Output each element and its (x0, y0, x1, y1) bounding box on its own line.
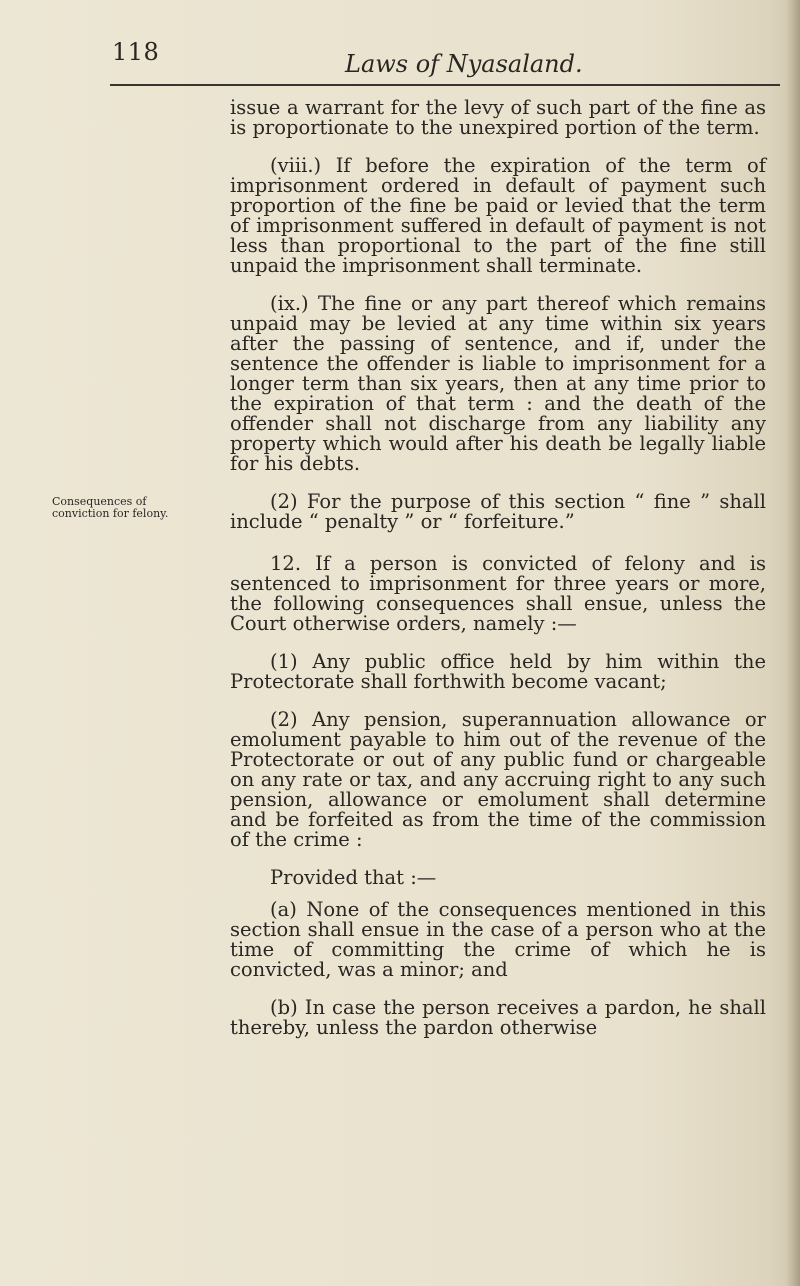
body-text (230, 98, 766, 1056)
paragraph-1-public-office: (1) Any public office held by him within the Protectorate shall forthwith become vacant; (230, 650, 766, 693)
paragraph-2-pension: (2) Any pension, superannuation allowance or emolument payable to him out of the revenue of the Protectorate or out of any public fund or chargeable on any rate or tax, and any accruing right to any such pension, allowance or emolument shall determine and be forfeited as from the time of the commission of the crime : (230, 708, 766, 851)
running-title: Laws of Nyasaland. (345, 50, 583, 78)
page-number: 118 (112, 38, 160, 66)
proviso-a: (a) None of the consequences mentioned in this section shall ensue in the case of a person who at the time of committing the crime of which he is convicted, was a minor; and (230, 898, 766, 981)
paragraph-2-definition: (2) For the purpose of this section “ fine ” shall include “ penalty ” or “ forfeiture.” (230, 490, 766, 533)
proviso-heading: Provided that :— (270, 866, 437, 889)
paragraph-continuation: issue a warrant for the levy of such part of the fine as is proportionate to the unexpired portion of the term. (230, 96, 766, 139)
margin-note: Consequences of conviction for felony. (52, 495, 169, 520)
paragraph-ix: (ix.) The fine or any part thereof which remains unpaid may be levied at any time within six years after the passing of sentence, and if, under the sentence the offender is liable to imprisonment for a longer term than six years, then at any time prior to the expiration of that term : and the death of the offender shall not discharge from any liability any property which would after his death be legally liable for his debts. (230, 292, 766, 475)
header-rule (110, 84, 780, 86)
paragraph-viii: (viii.) If before the expiration of the term of imprisonment ordered in default of payment such proportion of the fine be paid or levied that the term of imprisonment suffered in default of payment is not less than proportional to the part of the fine still unpaid the imprisonment shall terminate. (230, 154, 766, 277)
section-12: 12. If a person is convicted of felony and is sentenced to imprisonment for three years or more, the following consequences shall ensue, unless the Court otherwise orders, namely :— (230, 552, 766, 635)
page-edge-shadow (786, 0, 800, 1286)
proviso-b: (b) In case the person receives a pardon, he shall thereby, unless the pardon otherwise (230, 996, 766, 1039)
